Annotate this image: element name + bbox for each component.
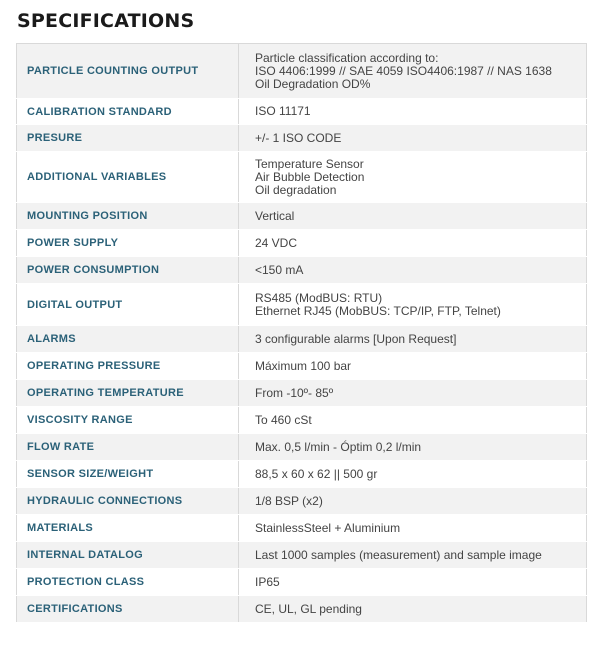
spec-value bbox=[239, 326, 587, 353]
spec-row bbox=[17, 407, 587, 434]
spec-label: VISCOSITY RANGE bbox=[17, 407, 239, 434]
spec-value-line: Máximum 100 bar bbox=[255, 358, 352, 373]
spec-row bbox=[17, 353, 587, 380]
spec-value-line: Oil Degradation OD% bbox=[255, 76, 371, 91]
spec-label: PARTICLE COUNTING OUTPUT bbox=[17, 44, 239, 99]
spec-label: ADDITIONAL VARIABLES bbox=[17, 152, 239, 203]
spec-value-line: <150 mA bbox=[255, 262, 304, 277]
spec-value-line: From -10º- 85º bbox=[255, 385, 334, 400]
spec-value-line: CE, UL, GL pending bbox=[255, 601, 362, 616]
specifications-table-body bbox=[17, 44, 587, 623]
spec-row bbox=[17, 284, 587, 326]
spec-value-line: ISO 4406:1999 // SAE 4059 ISO4406:1987 // NAS 1638 bbox=[255, 63, 552, 78]
spec-label: DIGITAL OUTPUT bbox=[17, 284, 239, 326]
spec-row bbox=[17, 125, 587, 152]
spec-label: FLOW RATE bbox=[17, 434, 239, 461]
spec-value bbox=[239, 125, 587, 152]
spec-value-line: ISO 11171 bbox=[255, 104, 311, 118]
spec-value bbox=[239, 461, 587, 488]
spec-label: PRESURE bbox=[17, 125, 239, 152]
spec-value-line: Oil degradation bbox=[255, 182, 337, 197]
page-title: SPECIFICATIONS bbox=[17, 10, 195, 32]
spec-row bbox=[17, 596, 587, 623]
spec-value bbox=[239, 230, 587, 257]
spec-row bbox=[17, 326, 587, 353]
spec-value bbox=[239, 353, 587, 380]
spec-value-line: 88,5 x 60 x 62 || 500 gr bbox=[255, 466, 378, 481]
spec-value-line: To 460 cSt bbox=[255, 412, 312, 427]
spec-label: POWER CONSUMPTION bbox=[17, 257, 239, 284]
spec-row bbox=[17, 434, 587, 461]
spec-value-line: Particle classification according to: bbox=[255, 50, 439, 65]
spec-value bbox=[239, 407, 587, 434]
spec-row bbox=[17, 203, 587, 230]
spec-value bbox=[239, 99, 587, 125]
spec-value bbox=[239, 488, 587, 515]
spec-value-line: StainlessSteel + Aluminium bbox=[255, 520, 401, 535]
spec-value-line: RS485 (ModBUS: RTU) bbox=[255, 290, 383, 305]
spec-label: OPERATING TEMPERATURE bbox=[17, 380, 239, 407]
spec-value-line: Max. 0,5 l/min - Óptim 0,2 l/min bbox=[255, 439, 422, 454]
spec-row bbox=[17, 488, 587, 515]
spec-value bbox=[239, 152, 587, 203]
spec-label: SENSOR SIZE/WEIGHT bbox=[17, 461, 239, 488]
spec-value bbox=[239, 380, 587, 407]
spec-value-line: Last 1000 samples (measurement) and sample image bbox=[255, 547, 542, 562]
spec-label: ALARMS bbox=[17, 326, 239, 353]
spec-row bbox=[17, 569, 587, 596]
spec-value bbox=[239, 284, 587, 326]
spec-label: PROTECTION CLASS bbox=[17, 569, 239, 596]
spec-value-line: 24 VDC bbox=[255, 235, 298, 250]
specifications-table bbox=[16, 43, 587, 623]
spec-value bbox=[239, 203, 587, 230]
spec-label: MOUNTING POSITION bbox=[17, 203, 239, 230]
spec-value-line: Vertical bbox=[255, 208, 295, 223]
spec-label: INTERNAL DATALOG bbox=[17, 542, 239, 569]
spec-value-line: +/- 1 ISO CODE bbox=[255, 130, 342, 145]
spec-value-line: Temperature Sensor bbox=[255, 156, 364, 171]
spec-row bbox=[17, 257, 587, 284]
spec-value-line: Ethernet RJ45 (MobBUS: TCP/IP, FTP, Telnet) bbox=[255, 303, 501, 318]
spec-label: CERTIFICATIONS bbox=[17, 596, 239, 623]
spec-value-line: 1/8 BSP (x2) bbox=[255, 493, 323, 508]
spec-label: MATERIALS bbox=[17, 515, 239, 542]
spec-label: OPERATING PRESSURE bbox=[17, 353, 239, 380]
spec-row bbox=[17, 515, 587, 542]
spec-value bbox=[239, 542, 587, 569]
spec-value bbox=[239, 434, 587, 461]
spec-value bbox=[239, 569, 587, 596]
spec-row bbox=[17, 461, 587, 488]
spec-label: CALIBRATION STANDARD bbox=[17, 99, 239, 125]
spec-row bbox=[17, 152, 587, 203]
spec-value-line: 3 configurable alarms [Upon Request] bbox=[255, 331, 457, 346]
spec-row bbox=[17, 542, 587, 569]
spec-label: POWER SUPPLY bbox=[17, 230, 239, 257]
spec-value bbox=[239, 515, 587, 542]
spec-value bbox=[239, 257, 587, 284]
spec-value-line: Air Bubble Detection bbox=[255, 169, 365, 184]
spec-label: HYDRAULIC CONNECTIONS bbox=[17, 488, 239, 515]
spec-row bbox=[17, 44, 587, 99]
spec-value-line: IP65 bbox=[255, 574, 280, 589]
spec-row bbox=[17, 380, 587, 407]
spec-value bbox=[239, 44, 587, 99]
spec-row bbox=[17, 230, 587, 257]
spec-value bbox=[239, 596, 587, 623]
spec-row bbox=[17, 99, 587, 125]
